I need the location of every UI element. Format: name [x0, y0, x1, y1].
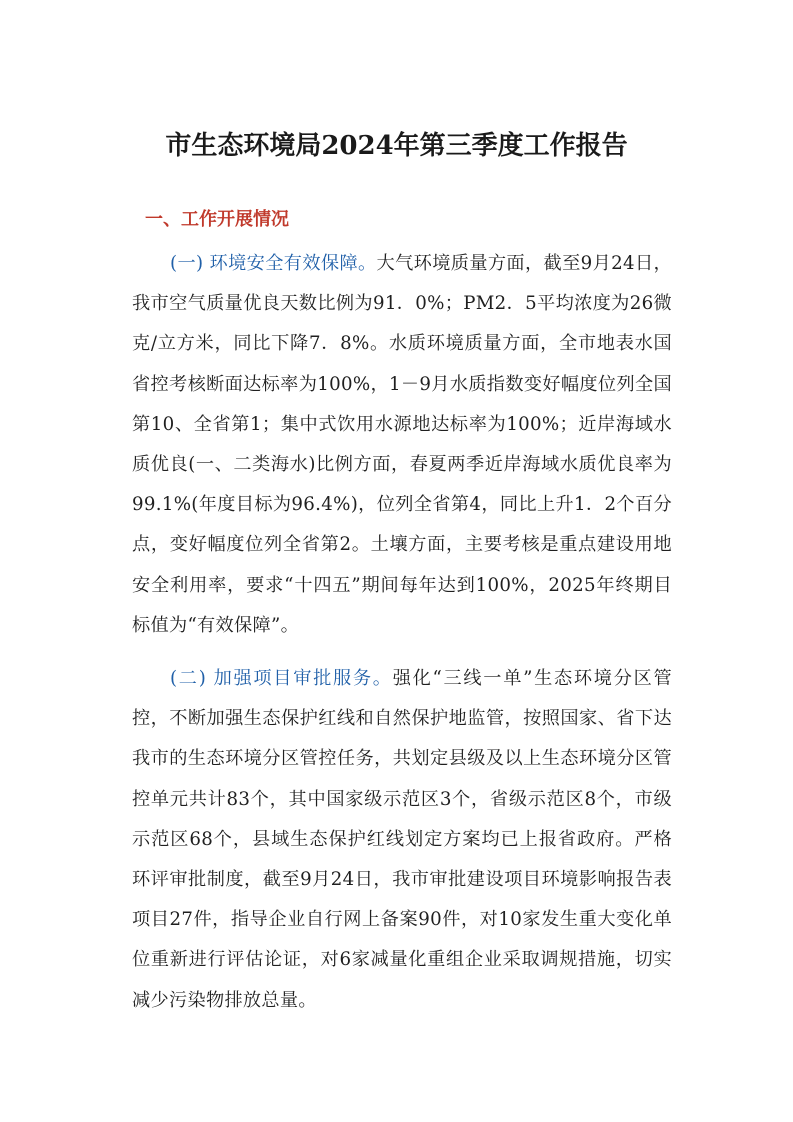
paragraph-text: 强化“三线一单”生态环境分区管控，不断加强生态保护红线和自然保护地监管，按照国家、省下达我市的生态环境分区管控任务，共划定县级及以上生态环境分区管控单元共计83个，其中国家级示范区3个，省级示范区8个，市级示范区68个，县域生态保护红线划定方案均已上报省政府。严格环评审批制度，截至9月24日，我市审批建设项目环境影响报告表项目27件，指导企业自行网上备案90件，对10家发生重大变化单位重新进行评估论证，对6家减量化重组企业采取调规措施，切实减少污染物排放总量。: [132, 668, 672, 1011]
paragraph-environment-safety: [132, 244, 672, 646]
section-heading: 一、工作开展情况: [145, 209, 289, 230]
paragraph-lead: (二) 加强项目审批服务。: [170, 668, 393, 689]
paragraph-text: 大气环境质量方面，截至9月24日，我市空气质量优良天数比例为91．0%；PM2．5平均浓度为26微克/立方米，同比下降7．8%。水质环境质量方面，全市地表水国省控考核断面达标率为100%，1－9月水质指数变好幅度位列全国第10、全省第1；集中式饮用水源地达标率为100%；近岸海域水质优良(一、二类海水)比例方面，春夏两季近岸海域水质优良率为99.1%(年度目标为96.4%)，位列全省第4，同比上升1．2个百分点，变好幅度位列全省第2。土壤方面，主要考核是重点建设用地安全利用率，要求“十四五”期间每年达到100%，2025年终期目标值为“有效保障”。: [132, 253, 672, 636]
document-title: 市生态环境局2024年第三季度工作报告: [165, 131, 628, 161]
paragraph-project-approval: [132, 659, 672, 1021]
paragraph-lead: (一) 环境安全有效保障。: [170, 253, 377, 274]
